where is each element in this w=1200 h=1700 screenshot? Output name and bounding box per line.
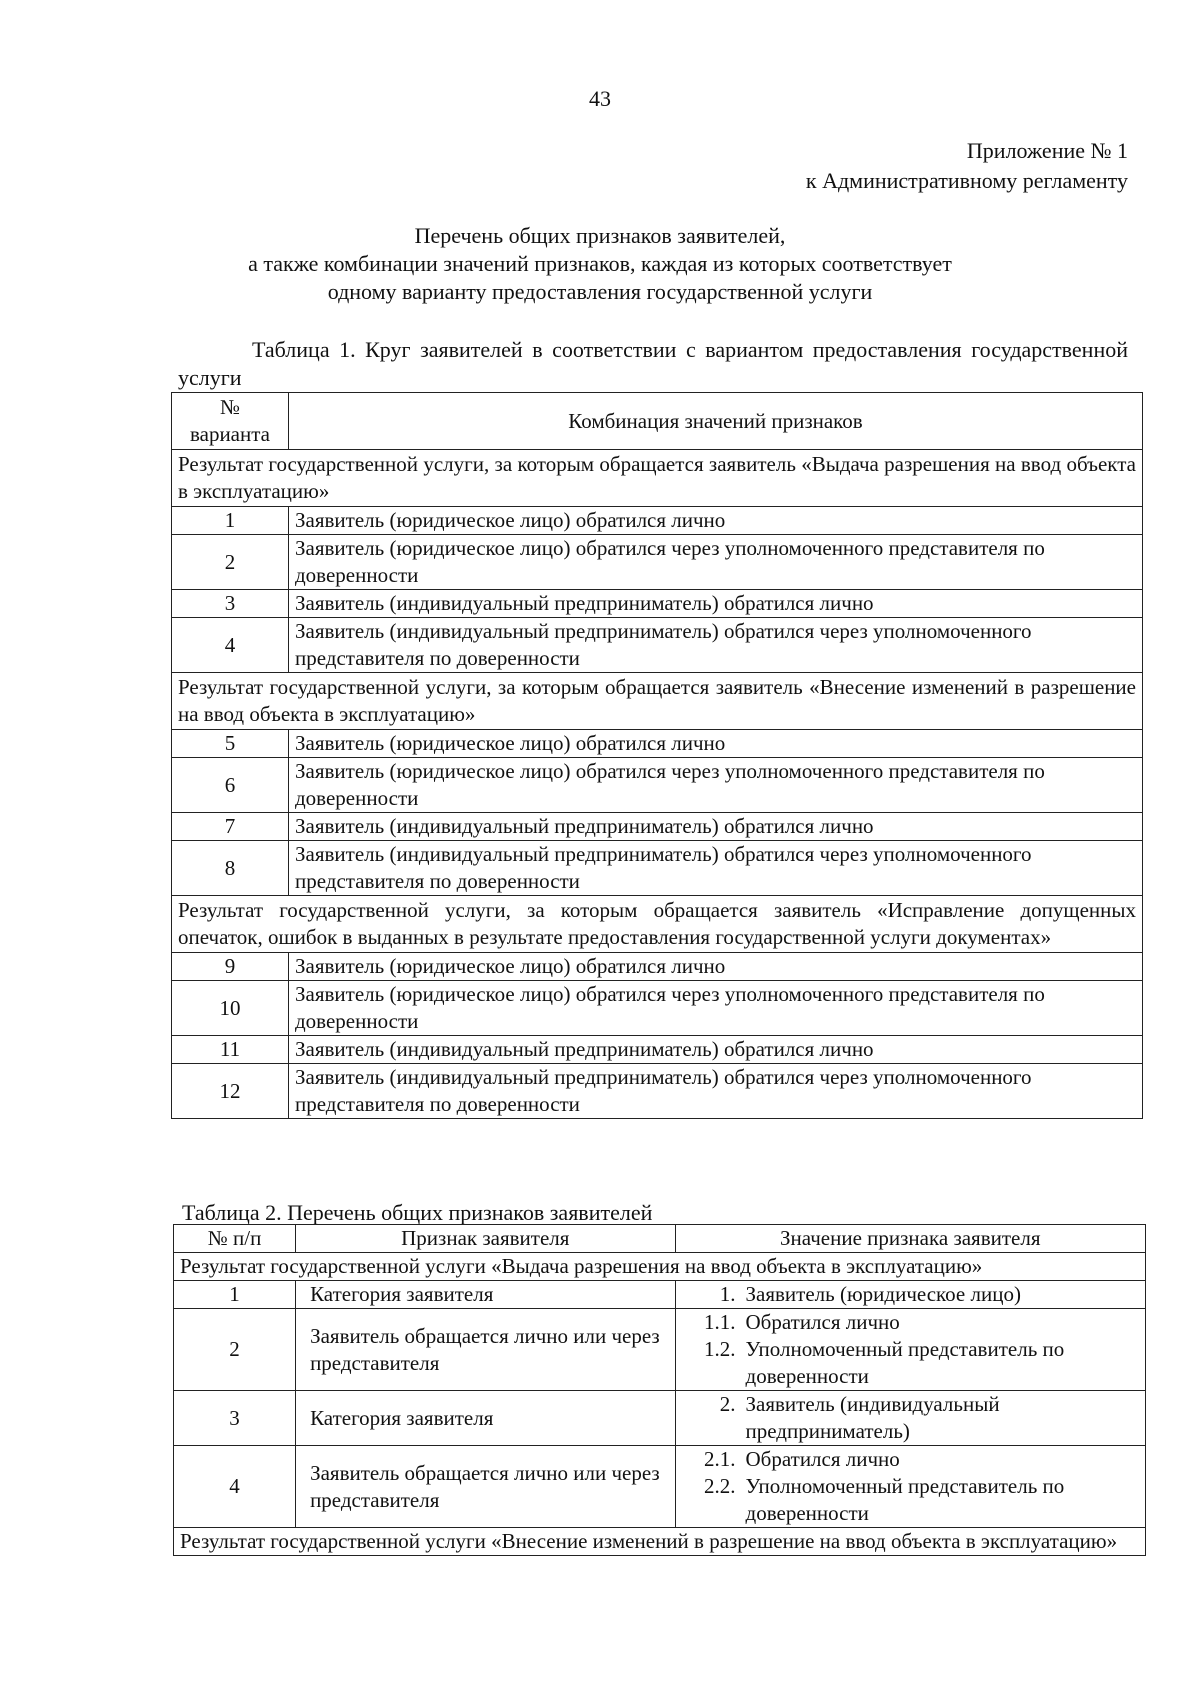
table1-caption: Таблица 1. Круг заявителей в соответствии с вариантом предоставления государственной услуги xyxy=(178,337,1128,390)
variant-combination: Заявитель (юридическое лицо) обратился через уполномоченного представителя по доверенности xyxy=(289,981,1143,1036)
variant-number: 7 xyxy=(172,813,289,841)
appendix-line-2: к Административному регламенту xyxy=(805,168,1128,193)
title-line-1: Перечень общих признаков заявителей, xyxy=(414,223,786,248)
variant-combination: Заявитель (юридическое лицо) обратился через уполномоченного представителя по доверенности xyxy=(289,758,1143,813)
variant-combination: Заявитель (индивидуальный предприниматель) обратился лично xyxy=(289,1036,1143,1064)
sign-value xyxy=(675,1281,1145,1309)
variant-number: 1 xyxy=(172,507,289,535)
appendix-line-1: Приложение № 1 xyxy=(966,138,1128,163)
variant-combination: Заявитель (индивидуальный предприниматель) обратился через уполномоченного представителя по доверенности xyxy=(289,1064,1143,1119)
table2-group-row xyxy=(174,1528,1146,1556)
table-row xyxy=(174,1391,1146,1446)
variant-number: 3 xyxy=(172,590,289,618)
table2-header-num: № п/п xyxy=(174,1225,296,1253)
table1-group-title: Результат государственной услуги, за которым обращается заявитель «Выдача разрешения на ввод объекта в эксплуатацию» xyxy=(172,450,1143,507)
table1-group-row xyxy=(172,673,1143,730)
list-item xyxy=(682,1281,1139,1308)
table2-caption: Таблица 2. Перечень общих признаков заявителей xyxy=(182,1200,653,1225)
list-item-text: Уполномоченный представитель по доверенности xyxy=(745,1474,1065,1525)
list-item-text: Заявитель (индивидуальный предприниматель) xyxy=(745,1392,1000,1443)
list-item xyxy=(682,1309,1139,1336)
variant-combination: Заявитель (юридическое лицо) обратился через уполномоченного представителя по доверенности xyxy=(289,535,1143,590)
table-row xyxy=(174,1281,1146,1309)
table2-header-value: Значение признака заявителя xyxy=(675,1225,1145,1253)
sign-value-list xyxy=(682,1281,1139,1308)
sign-name: Категория заявителя xyxy=(296,1281,675,1309)
variant-combination: Заявитель (юридическое лицо) обратился лично xyxy=(289,953,1143,981)
table1-header-num: № варианта xyxy=(172,393,289,450)
document-title xyxy=(0,222,1200,306)
table-row xyxy=(172,841,1143,896)
table2-applicant-signs xyxy=(173,1224,1146,1556)
table1-group-title: Результат государственной услуги, за которым обращается заявитель «Внесение изменений в разрешение на ввод объекта в эксплуатацию» xyxy=(172,673,1143,730)
table-row xyxy=(172,535,1143,590)
table2-group-title: Результат государственной услуги «Внесение изменений в разрешение на ввод объекта в эксплуатацию» xyxy=(174,1528,1146,1556)
variant-combination: Заявитель (индивидуальный предприниматель) обратился через уполномоченного представителя по доверенности xyxy=(289,841,1143,896)
table2-header-row xyxy=(174,1225,1146,1253)
table-row xyxy=(172,981,1143,1036)
variant-number: 9 xyxy=(172,953,289,981)
sign-value-list xyxy=(682,1446,1139,1527)
table-row xyxy=(172,507,1143,535)
variant-number: 10 xyxy=(172,981,289,1036)
table-row xyxy=(172,730,1143,758)
variant-number: 4 xyxy=(172,618,289,673)
sign-number: 3 xyxy=(174,1391,296,1446)
variant-number: 2 xyxy=(172,535,289,590)
list-item-number: 2. xyxy=(719,1392,736,1416)
variant-combination: Заявитель (юридическое лицо) обратился лично xyxy=(289,730,1143,758)
sign-number: 1 xyxy=(174,1281,296,1309)
table-row xyxy=(174,1446,1146,1528)
variant-combination: Заявитель (индивидуальный предприниматель) обратился лично xyxy=(289,813,1143,841)
list-item xyxy=(682,1391,1139,1445)
sign-value xyxy=(675,1446,1145,1528)
page-number: 43 xyxy=(589,86,611,111)
variant-number: 5 xyxy=(172,730,289,758)
table1-applicant-variants xyxy=(171,392,1143,1119)
list-item xyxy=(682,1473,1139,1527)
sign-value xyxy=(675,1391,1145,1446)
table-row xyxy=(172,758,1143,813)
list-item xyxy=(682,1336,1139,1390)
table-row xyxy=(172,1036,1143,1064)
sign-name: Категория заявителя xyxy=(296,1391,675,1446)
table1-header-row xyxy=(172,393,1143,450)
variant-combination: Заявитель (индивидуальный предприниматель) обратился лично xyxy=(289,590,1143,618)
appendix-heading xyxy=(806,136,1128,196)
list-item-text: Обратился лично xyxy=(745,1447,900,1471)
table-row xyxy=(172,953,1143,981)
sign-number: 2 xyxy=(174,1309,296,1391)
list-item xyxy=(682,1446,1139,1473)
table-row xyxy=(172,618,1143,673)
table1-group-row xyxy=(172,450,1143,507)
list-item-number: 1.1. xyxy=(704,1310,736,1334)
sign-number: 4 xyxy=(174,1446,296,1528)
table2-group-title: Результат государственной услуги «Выдача разрешения на ввод объекта в эксплуатацию» xyxy=(174,1253,1146,1281)
variant-combination: Заявитель (юридическое лицо) обратился лично xyxy=(289,507,1143,535)
sign-value-list xyxy=(682,1391,1139,1445)
title-line-3: одному варианту предоставления государственной услуги xyxy=(327,279,873,304)
variant-number: 8 xyxy=(172,841,289,896)
variant-number: 11 xyxy=(172,1036,289,1064)
list-item-text: Уполномоченный представитель по доверенности xyxy=(745,1337,1065,1388)
table2-header-sign: Признак заявителя xyxy=(296,1225,675,1253)
list-item-number: 2.1. xyxy=(704,1447,736,1471)
table-row xyxy=(172,813,1143,841)
sign-name: Заявитель обращается лично или через представителя xyxy=(296,1309,675,1391)
table-row xyxy=(172,1064,1143,1119)
table1-group-title: Результат государственной услуги, за которым обращается заявитель «Исправление допущенных опечаток, ошибок в выданных в результате предоставления государственной услуги документах» xyxy=(172,896,1143,953)
table-row xyxy=(172,590,1143,618)
sign-name: Заявитель обращается лично или через представителя xyxy=(296,1446,675,1528)
table1-group-row xyxy=(172,896,1143,953)
sign-value xyxy=(675,1309,1145,1391)
title-line-2: а также комбинации значений признаков, каждая из которых соответствует xyxy=(248,251,952,276)
list-item-text: Обратился лично xyxy=(745,1310,900,1334)
list-item-number: 1.2. xyxy=(704,1337,736,1361)
variant-combination: Заявитель (индивидуальный предприниматель) обратился через уполномоченного представителя по доверенности xyxy=(289,618,1143,673)
table-row xyxy=(174,1309,1146,1391)
variant-number: 6 xyxy=(172,758,289,813)
list-item-number: 2.2. xyxy=(704,1474,736,1498)
variant-number: 12 xyxy=(172,1064,289,1119)
list-item-number: 1. xyxy=(719,1282,736,1306)
table2-group-row xyxy=(174,1253,1146,1281)
table1-header-combo: Комбинация значений признаков xyxy=(289,393,1143,450)
list-item-text: Заявитель (юридическое лицо) xyxy=(745,1282,1021,1306)
sign-value-list xyxy=(682,1309,1139,1390)
